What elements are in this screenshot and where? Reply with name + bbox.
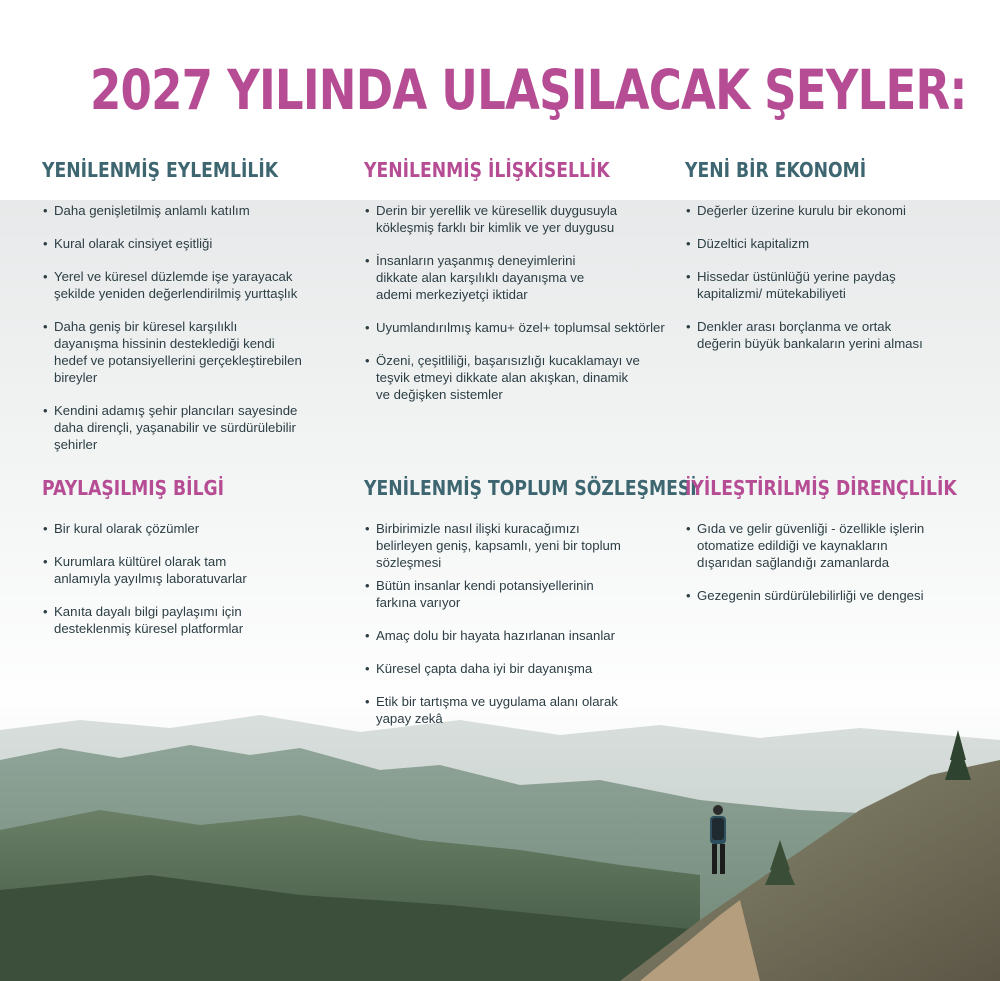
bullet-list	[364, 202, 664, 403]
list-item: • Bütün insanlar kendi potansiyellerinin farkına varıyor	[364, 577, 664, 611]
list-item: • Kurumlara kültürel olarak tam anlamıyla yayılmış laboratuvarlar	[42, 553, 342, 587]
list-item: • Değerler üzerine kurulu bir ekonomi	[685, 202, 985, 219]
section-heading: YENİLENMİŞ İLİŞKİSELLİK	[364, 158, 610, 182]
list-item: • Derin bir yerellik ve küresellik duygusuyla kökleşmiş farklı bir kimlik ve yer duygusu	[364, 202, 664, 236]
list-item: • Gezegenin sürdürülebilirliği ve dengesi	[685, 587, 985, 604]
list-item: • Daha geniş bir küresel karşılıklı dayanışma hissinin desteklediği kendi hedef ve potansiyellerini gerçekleştirebilen bireyler	[42, 318, 342, 386]
list-item: • Daha genişletilmiş anlamlı katılım	[42, 202, 342, 219]
section-heading: YENİLENMİŞ TOPLUM SÖZLEŞMESİ	[364, 476, 697, 500]
section-yenilenmis-eylemlilik	[42, 158, 342, 469]
bullet-list	[42, 520, 342, 637]
list-item: • Denkler arası borçlanma ve ortak değerin büyük bankaların yerini alması	[685, 318, 985, 352]
list-item: • Kural olarak cinsiyet eşitliği	[42, 235, 342, 252]
section-heading: İYİLEŞTİRİLMİŞ DİRENÇLİLİK	[685, 476, 957, 500]
section-iyilestirilmis-direnclilik	[685, 476, 985, 620]
list-item: • Düzeltici kapitalizm	[685, 235, 985, 252]
list-item: • Uyumlandırılmış kamu+ özel+ toplumsal sektörler	[364, 319, 664, 336]
section-heading: YENİLENMİŞ EYLEMLİLİK	[42, 158, 279, 182]
list-item: • Özeni, çeşitliliği, başarısızlığı kucaklamayı ve teşvik etmeyi dikkate alan akışkan, dinamik ve değişken sistemler	[364, 352, 664, 403]
list-item: • Birbirimizle nasıl ilişki kuracağımızı belirleyen geniş, kapsamlı, yeni bir toplum sözleşmesi	[364, 520, 664, 571]
bullet-list	[364, 520, 664, 727]
section-yenilenmis-toplum-sozlesmesi	[364, 476, 697, 743]
section-heading: YENİ BİR EKONOMİ	[685, 158, 867, 182]
list-item: • Küresel çapta daha iyi bir dayanışma	[364, 660, 664, 677]
section-yenilenmis-iliskisellik	[364, 158, 664, 419]
list-item: • Kanıta dayalı bilgi paylaşımı için desteklenmiş küresel platformlar	[42, 603, 342, 637]
bullet-list	[685, 520, 985, 604]
section-paylasilmis-bilgi	[42, 476, 342, 653]
page-title: 2027 YILINDA ULAŞILACAK ŞEYLER:	[90, 58, 967, 122]
bullet-list	[42, 202, 342, 453]
list-item: • Bir kural olarak çözümler	[42, 520, 342, 537]
list-item: • Yerel ve küresel düzlemde işe yarayacak şekilde yeniden değerlendirilmiş yurttaşlık	[42, 268, 342, 302]
list-item: • Hissedar üstünlüğü yerine paydaş kapitalizmi/ mütekabiliyeti	[685, 268, 985, 302]
list-item: • İnsanların yaşanmış deneyimlerini dikkate alan karşılıklı dayanışma ve ademi merkeziyetçi iktidar	[364, 252, 664, 303]
section-heading: PAYLAŞILMIŞ BİLGİ	[42, 476, 225, 500]
list-item: • Kendini adamış şehir plancıları sayesinde daha dirençli, yaşanabilir ve sürdürülebilir şehirler	[42, 402, 342, 453]
bullet-list	[685, 202, 985, 352]
list-item: • Amaç dolu bir hayata hazırlanan insanlar	[364, 627, 664, 644]
list-item: • Etik bir tartışma ve uygulama alanı olarak yapay zekâ	[364, 693, 664, 727]
section-yeni-bir-ekonomi	[685, 158, 985, 368]
list-item: • Gıda ve gelir güvenliği - özellikle işlerin otomatize edildiği ve kaynakların dışarıdan sağlandığı zamanlarda	[685, 520, 985, 571]
